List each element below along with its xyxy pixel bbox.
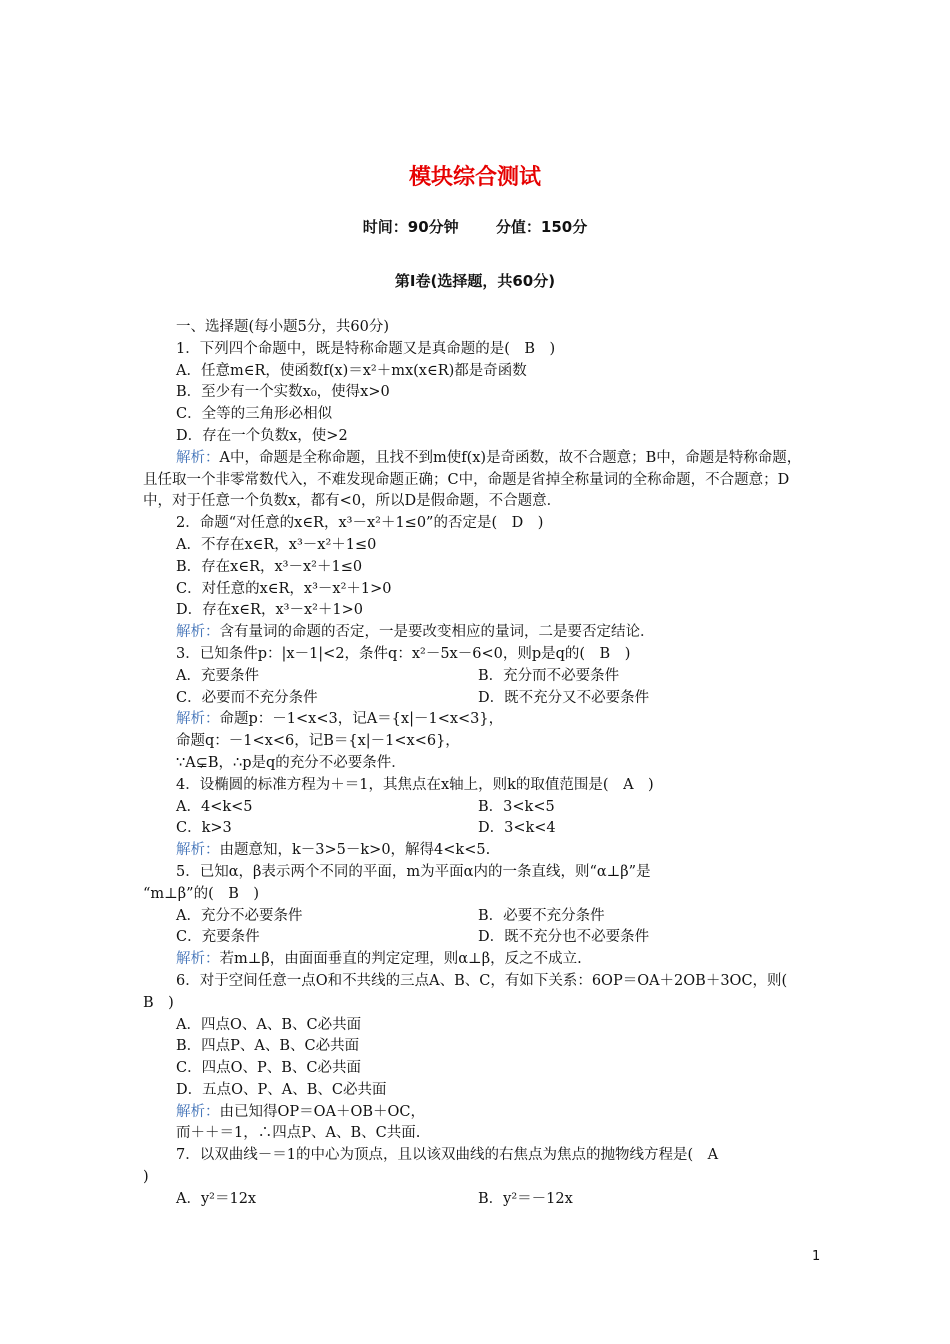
question-7-stem-2: ): [143, 1169, 149, 1186]
analysis-label: 解析：: [176, 624, 220, 641]
question-4-stem: 4．设椭圆的标准方程为＋＝1，其焦点在x轴上，则k的取值范围是( A ): [176, 776, 654, 793]
question-4-options-row-2: [143, 818, 811, 840]
question-2-option-b: B．存在x∈R，x³－x²＋1≤0: [176, 558, 363, 575]
question-5-option-b: B．必要不充分条件: [478, 907, 605, 924]
question-3-analysis-1: [143, 709, 811, 731]
analysis-label: 解析：: [176, 1103, 220, 1120]
analysis-text: A中，命题是全称命题，且找不到m使f(x)是奇函数，故不合题意；B中，命题是特称命题，且任取一个非零常数代入，不难发现命题正确；C中，命题是省掉全称量词的全称命题，不合题意；D中，对于任意一个负数x，都有<0，所以D是假命题，不合题意．: [143, 449, 802, 510]
question-4-option-c: C．k>3: [176, 820, 232, 837]
question-7-option-b: B．y²＝－12x: [478, 1190, 573, 1207]
question-2-stem: 2．命题“对任意的x∈R，x³－x²＋1≤0”的否定是( D ): [176, 515, 544, 532]
question-1-analysis: [143, 448, 811, 513]
question-3-option-b: B．充分而不必要条件: [478, 667, 620, 684]
analysis-label: 解析：: [176, 449, 220, 466]
question-6-option-b: B．四点P、A、B、C必共面: [176, 1038, 360, 1055]
question-4-option-a: A．4<k<5: [176, 798, 253, 815]
question-7-options-row-1: [143, 1189, 811, 1211]
exam-meta: [0, 216, 950, 237]
question-4-option-d: D．3<k<4: [478, 820, 556, 837]
question-3-option-a: A．充要条件: [176, 667, 259, 684]
analysis-label: 解析：: [176, 842, 220, 859]
question-5-option-c: C．充要条件: [176, 929, 260, 946]
question-7-stem-1: 7．以双曲线－＝1的中心为顶点，且以该双曲线的右焦点为焦点的抛物线方程是( A: [176, 1147, 719, 1164]
question-4-options-row-1: [143, 797, 811, 819]
volume-heading: 第Ⅰ卷(选择题，共60分): [394, 272, 556, 290]
question-3-analysis-2: 命题q：－1<x<6，记B＝{x|－1<x<6}，: [176, 733, 460, 750]
question-1-option-a: A．任意m∈R，使函数f(x)＝x²＋mx(x∈R)都是奇函数: [176, 362, 527, 379]
question-3-option-c: C．必要而不充分条件: [176, 689, 318, 706]
question-2-option-a: A．不存在x∈R，x³－x²＋1≤0: [176, 536, 377, 553]
question-6-stem-2: B ): [143, 994, 174, 1011]
question-5-option-d: D．既不充分也不必要条件: [478, 929, 650, 946]
question-2-option-d: D．存在x∈R，x³－x²＋1>0: [176, 602, 364, 619]
question-6-analysis-1: [143, 1102, 811, 1124]
question-6-option-c: C．四点O、P、B、C必共面: [176, 1060, 361, 1077]
analysis-text: 含有量词的命题的否定，一是要改变相应的量词，二是要否定结论．: [219, 624, 655, 641]
question-5-stem-2: “m⊥β”的( B ): [143, 885, 260, 902]
page-number: 1: [812, 1249, 821, 1264]
analysis-text: 若m⊥β，由面面垂直的判定定理，则α⊥β，反之不成立.: [219, 951, 582, 968]
analysis-label: 解析：: [176, 711, 220, 728]
analysis-text: 命题p：－1<x<3，记A＝{x|－1<x<3}，: [219, 711, 504, 728]
question-3-options-row-2: [143, 688, 811, 710]
question-1-option-b: B．至少有一个实数x₀，使得x>0: [176, 384, 390, 401]
question-5-analysis: [143, 949, 811, 971]
question-3-options-row-1: [143, 666, 811, 688]
question-5-options-row-2: [143, 927, 811, 949]
question-5-option-a: A．充分不必要条件: [176, 907, 303, 924]
question-3-analysis-3: ∵A⊊B，∴p是q的充分不必要条件．: [176, 754, 406, 771]
question-5-stem-1: 5．已知α，β表示两个不同的平面，m为平面α内的一条直线，则“α⊥β”是: [176, 863, 651, 880]
question-1-option-c: C．全等的三角形必相似: [176, 406, 333, 423]
question-2-analysis: [143, 622, 811, 644]
question-2-option-c: C．对任意的x∈R，x³－x²＋1>0: [176, 580, 392, 597]
question-4-option-b: B．3<k<5: [478, 798, 555, 815]
exam-time: 时间：90分钟: [362, 218, 459, 236]
section-heading: 一、选择题(每小题5分，共60分): [176, 319, 389, 335]
exam-score: 分值：150分: [495, 218, 588, 236]
question-4-analysis: [143, 840, 811, 862]
question-3-option-d: D．既不充分又不必要条件: [478, 689, 650, 706]
question-1-stem: 1．下列四个命题中，既是特称命题又是真命题的是( B ): [176, 340, 556, 357]
question-5-options-row-1: [143, 906, 811, 928]
question-1-option-d: D．存在一个负数x，使>2: [176, 427, 348, 444]
question-3-stem: 3．已知条件p：|x－1|<2，条件q：x²－5x－6<0，则p是q的( B ): [176, 645, 631, 662]
question-6-analysis-2: 而＋＋＝1，∴四点P、A、B、C共面.: [176, 1125, 421, 1142]
question-list: [143, 317, 811, 1211]
question-6-option-d: D．五点O、P、A、B、C必共面: [176, 1081, 387, 1098]
analysis-text: 由已知得OP＝OA＋OB＋OC，: [219, 1103, 426, 1120]
page-title: 模块综合测试: [408, 165, 541, 190]
analysis-text: 由题意知，k－3>5－k>0，解得4<k<5.: [219, 842, 491, 859]
question-6-stem-1: 6．对于空间任意一点O和不共线的三点A、B、C，有如下关系：6OP＝OA＋2OB＋3OC，则(: [176, 972, 788, 989]
analysis-label: 解析：: [176, 951, 220, 968]
question-6-option-a: A．四点O、A、B、C必共面: [176, 1016, 362, 1033]
question-7-option-a: A．y²＝12x: [176, 1190, 257, 1207]
